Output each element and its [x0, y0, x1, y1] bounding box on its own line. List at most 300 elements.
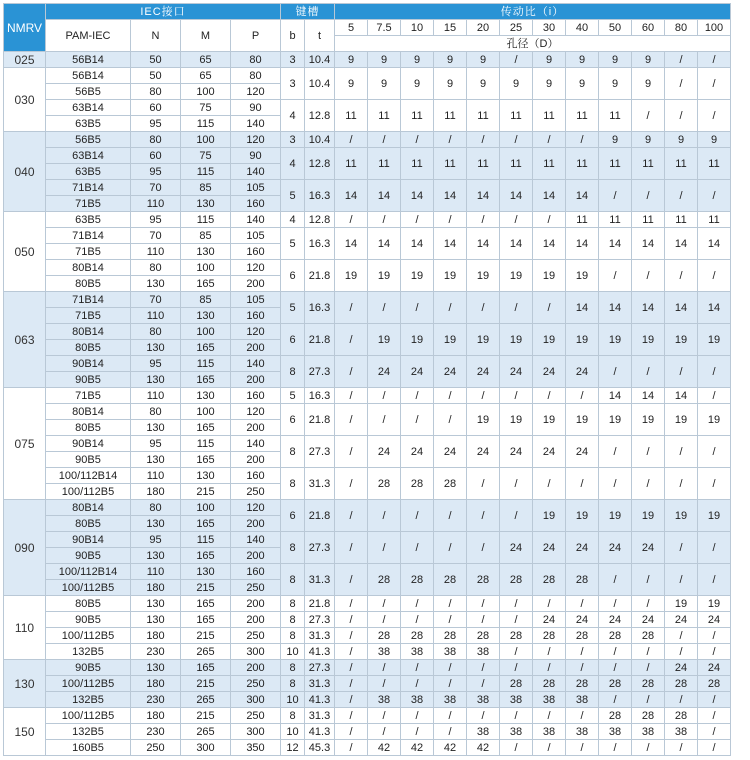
b-cell: 8	[281, 660, 305, 676]
bore-value-cell: 19	[533, 404, 566, 436]
bore-value-cell: /	[368, 612, 401, 628]
t-cell: 10.4	[305, 132, 335, 148]
m-cell: 165	[181, 372, 231, 388]
bore-value-cell: 28	[632, 628, 665, 644]
m-cell: 165	[181, 340, 231, 356]
m-cell: 300	[181, 740, 231, 756]
bore-value-cell: /	[533, 644, 566, 660]
bore-value-cell: 9	[401, 68, 434, 100]
bore-value-cell: 11	[599, 212, 632, 228]
bore-value-cell: /	[467, 212, 500, 228]
bore-value-cell: /	[401, 132, 434, 148]
ratio-col-header: 20	[467, 20, 500, 36]
bore-value-cell: 28	[401, 564, 434, 596]
bore-value-cell: /	[698, 644, 731, 660]
t-cell: 27.3	[305, 660, 335, 676]
p-cell: 200	[231, 420, 281, 436]
n-cell: 95	[131, 532, 181, 548]
table-row	[4, 132, 731, 148]
bore-value-cell: 19	[632, 500, 665, 532]
bore-value-cell: /	[698, 100, 731, 132]
bore-value-cell: /	[632, 564, 665, 596]
bore-value-cell: /	[368, 132, 401, 148]
model-cell: 063	[4, 292, 46, 388]
m-cell: 115	[181, 212, 231, 228]
bore-value-cell: /	[566, 660, 599, 676]
bore-value-cell: 9	[368, 52, 401, 68]
bore-value-cell: /	[665, 436, 698, 468]
bore-value-cell: 28	[368, 564, 401, 596]
bore-value-cell: 9	[335, 52, 368, 68]
bore-value-cell: /	[698, 68, 731, 100]
bore-value-cell: 14	[566, 292, 599, 324]
n-cell: 80	[131, 500, 181, 516]
bore-value-cell: 19	[500, 324, 533, 356]
bore-value-cell: 28	[467, 564, 500, 596]
pam-cell: 80B14	[46, 260, 131, 276]
bore-value-cell: 11	[401, 100, 434, 132]
ratio-col-header: 100	[698, 20, 731, 36]
bore-value-cell: 9	[368, 68, 401, 100]
m-cell: 115	[181, 532, 231, 548]
m-cell: 130	[181, 244, 231, 260]
bore-value-cell: 19	[368, 324, 401, 356]
p-cell: 140	[231, 164, 281, 180]
bore-value-cell: 28	[467, 628, 500, 644]
bore-value-cell: 38	[533, 724, 566, 740]
bore-value-cell: 11	[632, 148, 665, 180]
m-cell: 165	[181, 276, 231, 292]
bore-value-cell: /	[599, 660, 632, 676]
model-cell: 030	[4, 68, 46, 132]
bore-value-cell: 38	[632, 724, 665, 740]
pam-cell: 71B14	[46, 180, 131, 196]
t-cell: 45.3	[305, 740, 335, 756]
p-cell: 90	[231, 148, 281, 164]
p-cell: 120	[231, 132, 281, 148]
t-cell: 31.3	[305, 676, 335, 692]
m-cell: 165	[181, 660, 231, 676]
bore-value-cell: 14	[500, 180, 533, 212]
table-row	[4, 228, 731, 244]
bore-value-cell: 42	[368, 740, 401, 756]
bore-value-cell: 38	[368, 644, 401, 660]
bore-value-cell: /	[566, 708, 599, 724]
b-cell: 3	[281, 52, 305, 68]
bore-value-cell: 19	[401, 324, 434, 356]
bore-value-cell: /	[368, 212, 401, 228]
bore-value-cell: 14	[533, 228, 566, 260]
b-cell: 10	[281, 644, 305, 660]
bore-value-cell: 14	[632, 228, 665, 260]
bore-value-cell: /	[533, 708, 566, 724]
bore-value-cell: 28	[566, 628, 599, 644]
bore-value-cell: 14	[368, 180, 401, 212]
bore-value-cell: /	[599, 468, 632, 500]
p-cell: 160	[231, 244, 281, 260]
bore-value-cell: /	[632, 692, 665, 708]
bore-value-cell: 38	[467, 724, 500, 740]
table-row	[4, 468, 731, 484]
bore-value-cell: /	[335, 564, 368, 596]
p-cell: 120	[231, 84, 281, 100]
bore-value-cell: 11	[665, 212, 698, 228]
bore-value-cell: 24	[368, 356, 401, 388]
bore-value-cell: /	[599, 260, 632, 292]
bore-value-cell: /	[368, 388, 401, 404]
n-cell: 230	[131, 644, 181, 660]
bore-value-cell: /	[368, 532, 401, 564]
bore-value-cell: /	[665, 260, 698, 292]
n-cell: 95	[131, 212, 181, 228]
ratio-col-header: 50	[599, 20, 632, 36]
t-cell: 12.8	[305, 148, 335, 180]
bore-value-cell: /	[665, 692, 698, 708]
b-cell: 6	[281, 324, 305, 356]
bore-value-cell: 28	[632, 708, 665, 724]
bore-value-cell: 28	[434, 628, 467, 644]
bore-value-cell: /	[632, 100, 665, 132]
b-cell: 5	[281, 388, 305, 404]
b-cell: 4	[281, 212, 305, 228]
pam-cell: 90B5	[46, 660, 131, 676]
bore-value-cell: 38	[401, 692, 434, 708]
bore-value-cell: 14	[467, 228, 500, 260]
bore-value-cell: 19	[533, 260, 566, 292]
pam-cell: 90B5	[46, 612, 131, 628]
pam-cell: 71B14	[46, 228, 131, 244]
bore-value-cell: 9	[566, 68, 599, 100]
p-cell: 90	[231, 100, 281, 116]
bore-value-cell: 14	[599, 292, 632, 324]
m-cell: 130	[181, 468, 231, 484]
bore-value-cell: /	[401, 612, 434, 628]
bore-value-cell: /	[599, 644, 632, 660]
bore-value-cell: 24	[665, 612, 698, 628]
bore-value-cell: /	[467, 676, 500, 692]
bore-value-cell: /	[599, 740, 632, 756]
bore-value-cell: /	[566, 740, 599, 756]
ratio-col-header: 10	[401, 20, 434, 36]
bore-value-cell: 11	[566, 212, 599, 228]
pam-cell: 100/112B5	[46, 628, 131, 644]
bore-value-cell: 11	[632, 212, 665, 228]
table-row	[4, 692, 731, 708]
m-cell: 165	[181, 612, 231, 628]
bore-value-cell: /	[401, 660, 434, 676]
spec-table-container	[3, 3, 731, 756]
t-cell: 12.8	[305, 212, 335, 228]
bore-value-cell: /	[500, 500, 533, 532]
bore-value-cell: 38	[467, 644, 500, 660]
keyway-header: 键槽	[281, 4, 335, 20]
bore-value-cell: 9	[434, 52, 467, 68]
bore-value-cell: 11	[500, 148, 533, 180]
n-cell: 130	[131, 548, 181, 564]
bore-value-cell: 19	[698, 596, 731, 612]
n-cell: 130	[131, 372, 181, 388]
table-row	[4, 212, 731, 228]
bore-value-cell: 14	[467, 180, 500, 212]
t-cell: 31.3	[305, 468, 335, 500]
bore-value-cell: /	[665, 564, 698, 596]
m-cell: 265	[181, 692, 231, 708]
bore-value-cell: /	[368, 596, 401, 612]
bore-value-cell: /	[368, 500, 401, 532]
bore-value-cell: 14	[335, 180, 368, 212]
bore-value-cell: 9	[632, 68, 665, 100]
bore-value-cell: 38	[665, 724, 698, 740]
n-cell: 110	[131, 388, 181, 404]
bore-value-cell: /	[665, 644, 698, 660]
bore-value-cell: 9	[632, 52, 665, 68]
m-cell: 265	[181, 724, 231, 740]
bore-value-cell: 14	[401, 180, 434, 212]
bore-value-cell: 24	[599, 612, 632, 628]
table-row	[4, 612, 731, 628]
m-cell: 130	[181, 196, 231, 212]
t-cell: 41.3	[305, 724, 335, 740]
m-cell: 130	[181, 308, 231, 324]
bore-value-cell: /	[698, 356, 731, 388]
bore-value-cell: /	[335, 708, 368, 724]
bore-value-cell: /	[434, 292, 467, 324]
bore-value-cell: /	[665, 532, 698, 564]
m-cell: 100	[181, 404, 231, 420]
bore-value-cell: /	[335, 644, 368, 660]
bore-value-cell: /	[401, 388, 434, 404]
bore-value-cell: 19	[434, 324, 467, 356]
bore-value-cell: /	[368, 660, 401, 676]
bore-value-cell: 11	[368, 100, 401, 132]
n-cell: 95	[131, 356, 181, 372]
t-cell: 10.4	[305, 52, 335, 68]
bore-value-cell: /	[434, 132, 467, 148]
p-cell: 200	[231, 340, 281, 356]
bore-value-cell: 19	[566, 500, 599, 532]
ratio-col-header: 7.5	[368, 20, 401, 36]
bore-value-cell: /	[500, 660, 533, 676]
bore-value-cell: /	[335, 292, 368, 324]
pam-cell: 56B5	[46, 132, 131, 148]
bore-value-cell: /	[566, 132, 599, 148]
p-cell: 200	[231, 548, 281, 564]
pam-cell: 100/112B5	[46, 484, 131, 500]
p-cell: 200	[231, 596, 281, 612]
b-cell: 8	[281, 564, 305, 596]
ratio-col-header: 40	[566, 20, 599, 36]
pam-cell: 132B5	[46, 692, 131, 708]
m-cell: 100	[181, 500, 231, 516]
bore-value-cell: 14	[698, 228, 731, 260]
p-cell: 200	[231, 660, 281, 676]
bore-value-cell: /	[500, 596, 533, 612]
p-cell: 200	[231, 452, 281, 468]
bore-value-cell: 24	[599, 532, 632, 564]
m-cell: 65	[181, 52, 231, 68]
bore-value-cell: 24	[665, 660, 698, 676]
bore-value-cell: 11	[335, 100, 368, 132]
pam-cell: 100/112B14	[46, 564, 131, 580]
bore-value-cell: /	[632, 468, 665, 500]
n-cell: 60	[131, 148, 181, 164]
bore-value-cell: 11	[698, 148, 731, 180]
pam-cell: 100/112B5	[46, 580, 131, 596]
bore-value-cell: 38	[533, 692, 566, 708]
b-cell: 6	[281, 260, 305, 292]
m-cell: 85	[181, 292, 231, 308]
bore-value-cell: /	[335, 628, 368, 644]
m-cell: 165	[181, 420, 231, 436]
bore-value-cell: /	[566, 468, 599, 500]
bore-value-cell: /	[434, 660, 467, 676]
pam-cell: 80B14	[46, 500, 131, 516]
bore-value-cell: 19	[599, 324, 632, 356]
bore-value-cell: /	[335, 724, 368, 740]
bore-value-cell: /	[698, 388, 731, 404]
bore-value-cell: /	[500, 644, 533, 660]
bore-value-cell: /	[665, 468, 698, 500]
b-cell: 5	[281, 228, 305, 260]
model-cell: 110	[4, 596, 46, 660]
pam-cell: 80B14	[46, 404, 131, 420]
pam-cell: 90B5	[46, 548, 131, 564]
bore-value-cell: 14	[401, 228, 434, 260]
bore-value-cell: 14	[434, 180, 467, 212]
bore-value-cell: 14	[368, 228, 401, 260]
bore-value-cell: 9	[434, 68, 467, 100]
bore-value-cell: /	[335, 660, 368, 676]
n-cell: 130	[131, 452, 181, 468]
table-row	[4, 404, 731, 420]
bore-value-cell: 19	[434, 260, 467, 292]
n-cell: 60	[131, 100, 181, 116]
bore-value-cell: 19	[533, 324, 566, 356]
pam-cell: 100/112B5	[46, 676, 131, 692]
m-header: M	[181, 20, 231, 52]
b-cell: 8	[281, 612, 305, 628]
bore-value-cell: 28	[368, 468, 401, 500]
bore-value-cell: 11	[467, 100, 500, 132]
bore-value-cell: /	[632, 436, 665, 468]
n-cell: 80	[131, 404, 181, 420]
table-row	[4, 180, 731, 196]
bore-value-cell: /	[335, 388, 368, 404]
bore-value-cell: /	[533, 596, 566, 612]
bore-value-cell: /	[467, 132, 500, 148]
model-cell: 050	[4, 212, 46, 292]
n-cell: 50	[131, 68, 181, 84]
pam-cell: 160B5	[46, 740, 131, 756]
p-cell: 80	[231, 52, 281, 68]
p-cell: 250	[231, 708, 281, 724]
t-cell: 21.8	[305, 404, 335, 436]
t-cell: 21.8	[305, 324, 335, 356]
n-cell: 95	[131, 164, 181, 180]
ratio-col-header: 80	[665, 20, 698, 36]
n-cell: 180	[131, 628, 181, 644]
t-cell: 31.3	[305, 564, 335, 596]
n-cell: 130	[131, 660, 181, 676]
table-row	[4, 740, 731, 756]
p-cell: 350	[231, 740, 281, 756]
bore-value-cell: 14	[698, 292, 731, 324]
p-cell: 250	[231, 676, 281, 692]
bore-value-cell: /	[698, 52, 731, 68]
bore-value-cell: 19	[566, 404, 599, 436]
bore-value-cell: 19	[335, 260, 368, 292]
bore-value-cell: /	[434, 724, 467, 740]
m-cell: 100	[181, 132, 231, 148]
m-cell: 165	[181, 548, 231, 564]
p-cell: 105	[231, 228, 281, 244]
bore-value-cell: /	[533, 388, 566, 404]
b-cell: 3	[281, 68, 305, 100]
bore-value-cell: 19	[698, 404, 731, 436]
bore-value-cell: 11	[698, 212, 731, 228]
pam-cell: 80B5	[46, 420, 131, 436]
m-cell: 165	[181, 516, 231, 532]
bore-value-cell: /	[698, 260, 731, 292]
bore-value-cell: 11	[599, 148, 632, 180]
bore-value-cell: /	[335, 436, 368, 468]
bore-value-cell: 28	[632, 676, 665, 692]
bore-value-cell: 38	[566, 692, 599, 708]
bore-value-cell: 14	[533, 180, 566, 212]
bore-value-cell: 28	[533, 564, 566, 596]
bore-value-cell: 19	[632, 324, 665, 356]
t-cell: 41.3	[305, 644, 335, 660]
p-cell: 105	[231, 292, 281, 308]
bore-value-cell: 28	[401, 628, 434, 644]
bore-value-cell: /	[599, 436, 632, 468]
bore-value-cell: 28	[665, 708, 698, 724]
bore-value-cell: /	[599, 180, 632, 212]
p-cell: 160	[231, 388, 281, 404]
bore-value-cell: 24	[401, 356, 434, 388]
bore-value-cell: /	[632, 596, 665, 612]
bore-value-cell: 19	[467, 324, 500, 356]
bore-value-cell: /	[566, 596, 599, 612]
bore-value-cell: /	[533, 740, 566, 756]
model-cell: 075	[4, 388, 46, 500]
p-cell: 160	[231, 564, 281, 580]
bore-value-cell: /	[434, 676, 467, 692]
table-row	[4, 708, 731, 724]
n-cell: 110	[131, 308, 181, 324]
bore-value-cell: 42	[434, 740, 467, 756]
p-cell: 140	[231, 116, 281, 132]
table-row	[4, 68, 731, 84]
bore-value-cell: /	[467, 708, 500, 724]
bore-value-cell: /	[335, 612, 368, 628]
n-cell: 250	[131, 740, 181, 756]
n-cell: 80	[131, 324, 181, 340]
t-cell: 21.8	[305, 596, 335, 612]
n-cell: 110	[131, 468, 181, 484]
bore-value-cell: 42	[401, 740, 434, 756]
bore-value-cell: /	[698, 180, 731, 212]
bore-value-cell: 9	[632, 132, 665, 148]
bore-value-cell: /	[665, 68, 698, 100]
p-cell: 140	[231, 436, 281, 452]
bore-value-cell: 24	[632, 612, 665, 628]
table-row	[4, 676, 731, 692]
bore-value-cell: /	[632, 356, 665, 388]
ratio-col-header: 60	[632, 20, 665, 36]
t-cell: 16.3	[305, 292, 335, 324]
bore-value-cell: /	[533, 468, 566, 500]
